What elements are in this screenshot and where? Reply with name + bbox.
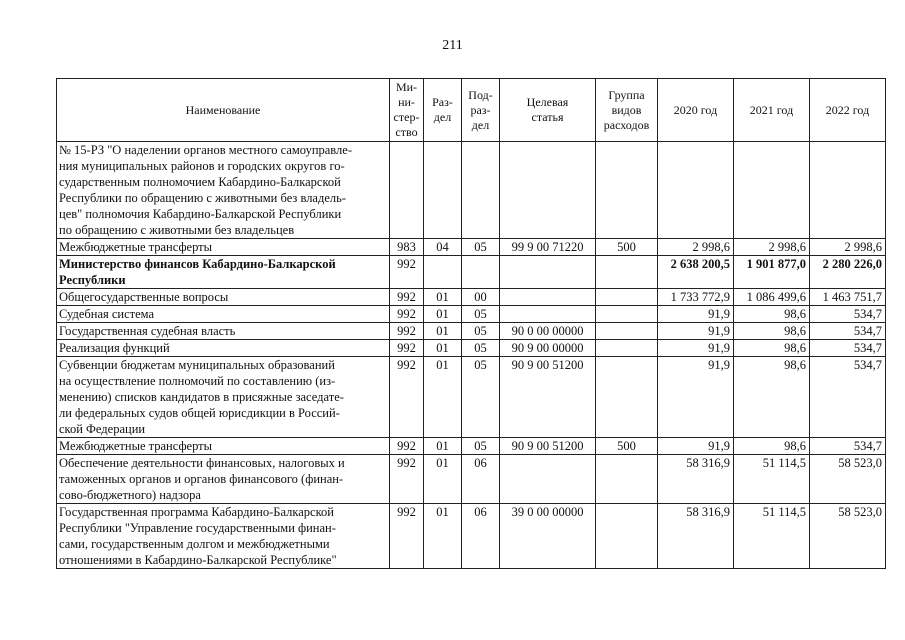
amount-2022-cell: 534,7 xyxy=(810,438,886,455)
row-name-line: сударственным полномочием Кабардино-Балкарской xyxy=(59,175,341,189)
row-name-cell xyxy=(57,323,390,340)
section-cell xyxy=(424,256,462,289)
amount-2021-cell: 98,6 xyxy=(734,323,810,340)
row-name-line: цев" полномочия Кабардино-Балкарской Республики xyxy=(59,207,342,221)
target-cell xyxy=(500,142,596,239)
expense-group-cell xyxy=(596,357,658,438)
amount-2020-cell: 91,9 xyxy=(658,323,734,340)
target-cell: 90 9 00 00000 xyxy=(500,340,596,357)
row-name-cell xyxy=(57,455,390,504)
section-cell: 01 xyxy=(424,289,462,306)
row-name-line: сово-бюджетного) надзора xyxy=(59,488,201,502)
ministry-cell: 992 xyxy=(390,306,424,323)
section-cell: 01 xyxy=(424,504,462,569)
row-name-line: Обеспечение деятельности финансовых, налоговых и xyxy=(59,456,345,470)
row-name-cell xyxy=(57,256,390,289)
target-cell xyxy=(500,256,596,289)
amount-2022-cell: 534,7 xyxy=(810,323,886,340)
header-line: Под- xyxy=(468,87,493,102)
amount-2020-cell xyxy=(658,142,734,239)
expense-group-cell: 500 xyxy=(596,438,658,455)
target-cell xyxy=(500,289,596,306)
subsection-cell: 05 xyxy=(462,438,500,455)
table-row xyxy=(57,340,886,357)
table-row xyxy=(57,306,886,323)
subsection-cell: 00 xyxy=(462,289,500,306)
row-name-cell xyxy=(57,504,390,569)
section-cell xyxy=(424,142,462,239)
ministry-cell: 992 xyxy=(390,340,424,357)
table-row xyxy=(57,357,886,438)
table-row xyxy=(57,256,886,289)
row-name-line: Республики по обращению с животными без владель- xyxy=(59,191,346,205)
header-line: ство xyxy=(395,125,418,139)
amount-2021-cell: 1 086 499,6 xyxy=(734,289,810,306)
section-cell: 01 xyxy=(424,340,462,357)
header-line: Целевая xyxy=(526,95,569,109)
expense-group-cell xyxy=(596,256,658,289)
section-cell: 01 xyxy=(424,455,462,504)
row-name-line: ли федеральных судов общей юрисдикции в Россий- xyxy=(59,406,340,420)
row-name-line: Государственная программа Кабардино-Балкарской xyxy=(59,505,334,519)
amount-2020-cell: 2 998,6 xyxy=(658,239,734,256)
row-name-cell xyxy=(57,306,390,323)
row-name-cell xyxy=(57,142,390,239)
expense-group-cell xyxy=(596,340,658,357)
amount-2020-cell: 1 733 772,9 xyxy=(658,289,734,306)
expense-group-cell xyxy=(596,306,658,323)
subsection-cell: 05 xyxy=(462,357,500,438)
amount-2022-cell: 2 998,6 xyxy=(810,239,886,256)
amount-2020-cell: 58 316,9 xyxy=(658,455,734,504)
page-number: 211 xyxy=(442,38,463,53)
amount-2021-cell: 98,6 xyxy=(734,438,810,455)
row-name-line: менению) списков кандидатов в присяжные заседате- xyxy=(59,390,344,404)
amount-2022-cell: 534,7 xyxy=(810,357,886,438)
row-name-line: ской Федерации xyxy=(59,422,146,436)
target-cell: 99 9 00 71220 xyxy=(500,239,596,256)
amount-2021-cell: 98,6 xyxy=(734,306,810,323)
amount-2022-cell xyxy=(810,142,886,239)
amount-2020-cell: 2 638 200,5 xyxy=(658,256,734,289)
row-name-line: отношениями в Кабардино-Балкарской Республике" xyxy=(59,553,337,567)
ministry-cell: 992 xyxy=(390,504,424,569)
subsection-cell: 05 xyxy=(462,323,500,340)
header-2020: 2020 год xyxy=(658,79,734,142)
subsection-cell: 05 xyxy=(462,239,500,256)
header-subsection xyxy=(462,79,500,142)
subsection-cell: 05 xyxy=(462,306,500,323)
amount-2021-cell xyxy=(734,142,810,239)
target-cell: 90 0 00 00000 xyxy=(500,323,596,340)
target-cell: 90 9 00 51200 xyxy=(500,438,596,455)
ministry-cell xyxy=(390,142,424,239)
row-name-line: Реализация функций xyxy=(59,341,170,355)
row-name-line: Судебная система xyxy=(59,307,155,321)
section-cell: 01 xyxy=(424,306,462,323)
table-row xyxy=(57,289,886,306)
target-cell xyxy=(500,455,596,504)
header-line: расходов xyxy=(603,117,650,132)
section-cell: 01 xyxy=(424,323,462,340)
table-row xyxy=(57,239,886,256)
expense-group-cell xyxy=(596,504,658,569)
ministry-cell: 983 xyxy=(390,239,424,256)
ministry-cell: 992 xyxy=(390,438,424,455)
header-section xyxy=(424,79,462,142)
header-line: дел xyxy=(471,117,490,132)
expense-group-cell xyxy=(596,323,658,340)
amount-2020-cell: 91,9 xyxy=(658,357,734,438)
subsection-cell: 06 xyxy=(462,504,500,569)
section-cell: 01 xyxy=(424,438,462,455)
header-line: Ми- xyxy=(395,80,418,94)
row-name-line: по обращению с животными без владельцев xyxy=(59,223,295,237)
header-line: Раз- xyxy=(432,95,453,109)
table-header-row xyxy=(57,79,886,142)
header-line: ни- xyxy=(398,95,415,109)
target-cell: 39 0 00 00000 xyxy=(500,504,596,569)
amount-2021-cell: 98,6 xyxy=(734,357,810,438)
amount-2021-cell: 51 114,5 xyxy=(734,455,810,504)
target-cell: 90 9 00 51200 xyxy=(500,357,596,438)
ministry-cell: 992 xyxy=(390,455,424,504)
table-row xyxy=(57,142,886,239)
row-name-line: Государственная судебная власть xyxy=(59,324,236,338)
row-name-cell xyxy=(57,357,390,438)
table-row xyxy=(57,323,886,340)
amount-2022-cell: 534,7 xyxy=(810,340,886,357)
row-name-line: на осуществление полномочий по составлению (из- xyxy=(59,374,336,388)
expense-group-cell xyxy=(596,142,658,239)
section-cell: 01 xyxy=(424,357,462,438)
amount-2020-cell: 58 316,9 xyxy=(658,504,734,569)
subsection-cell: 06 xyxy=(462,455,500,504)
table-row xyxy=(57,455,886,504)
amount-2022-cell: 1 463 751,7 xyxy=(810,289,886,306)
header-target xyxy=(500,79,596,142)
header-line: Группа xyxy=(608,87,645,102)
subsection-cell: 05 xyxy=(462,340,500,357)
row-name-line: ния муниципальных районов и городских округов го- xyxy=(59,159,345,173)
amount-2021-cell: 2 998,6 xyxy=(734,239,810,256)
row-name-cell xyxy=(57,340,390,357)
amount-2022-cell: 2 280 226,0 xyxy=(810,256,886,289)
row-name-line: Субвенции бюджетам муниципальных образований xyxy=(59,358,335,372)
budget-table xyxy=(56,78,886,569)
row-name-line: таможенных органов и органов финансового (финан- xyxy=(59,472,344,486)
ministry-cell: 992 xyxy=(390,323,424,340)
row-name-line: Республики "Управление государственными финан- xyxy=(59,521,336,535)
expense-group-cell xyxy=(596,455,658,504)
row-name-line: № 15-РЗ "О наделении органов местного самоуправле- xyxy=(59,143,352,157)
row-name-line: Общегосударственные вопросы xyxy=(59,290,229,304)
amount-2022-cell: 58 523,0 xyxy=(810,504,886,569)
amount-2020-cell: 91,9 xyxy=(658,340,734,357)
header-line: стер- xyxy=(393,110,420,124)
header-line: раз- xyxy=(470,102,491,117)
table-row xyxy=(57,504,886,569)
amount-2022-cell: 534,7 xyxy=(810,306,886,323)
expense-group-cell xyxy=(596,289,658,306)
row-name-line: сами, государственным долгом и межбюджетными xyxy=(59,537,330,551)
table-body xyxy=(57,142,886,569)
table-row xyxy=(57,438,886,455)
row-name-cell xyxy=(57,438,390,455)
target-cell xyxy=(500,306,596,323)
ministry-cell: 992 xyxy=(390,357,424,438)
header-2021: 2021 год xyxy=(734,79,810,142)
ministry-cell: 992 xyxy=(390,256,424,289)
amount-2021-cell: 1 901 877,0 xyxy=(734,256,810,289)
row-name-line: Межбюджетные трансферты xyxy=(59,240,213,254)
row-name-line: Министерство финансов Кабардино-Балкарской xyxy=(59,257,336,271)
expense-group-cell: 500 xyxy=(596,239,658,256)
row-name-line: Республики xyxy=(59,273,126,287)
header-line: дел xyxy=(433,110,452,124)
amount-2021-cell: 98,6 xyxy=(734,340,810,357)
amount-2020-cell: 91,9 xyxy=(658,438,734,455)
amount-2020-cell: 91,9 xyxy=(658,306,734,323)
amount-2021-cell: 51 114,5 xyxy=(734,504,810,569)
header-expense-group xyxy=(596,79,658,142)
row-name-cell xyxy=(57,289,390,306)
section-cell: 04 xyxy=(424,239,462,256)
subsection-cell xyxy=(462,256,500,289)
header-2022: 2022 год xyxy=(810,79,886,142)
row-name-cell xyxy=(57,239,390,256)
header-ministry xyxy=(390,79,424,142)
header-name: Наименование xyxy=(57,79,390,142)
row-name-line: Межбюджетные трансферты xyxy=(59,439,213,453)
header-line: видов xyxy=(611,102,642,117)
amount-2022-cell: 58 523,0 xyxy=(810,455,886,504)
ministry-cell: 992 xyxy=(390,289,424,306)
subsection-cell xyxy=(462,142,500,239)
header-line: статья xyxy=(531,110,564,124)
